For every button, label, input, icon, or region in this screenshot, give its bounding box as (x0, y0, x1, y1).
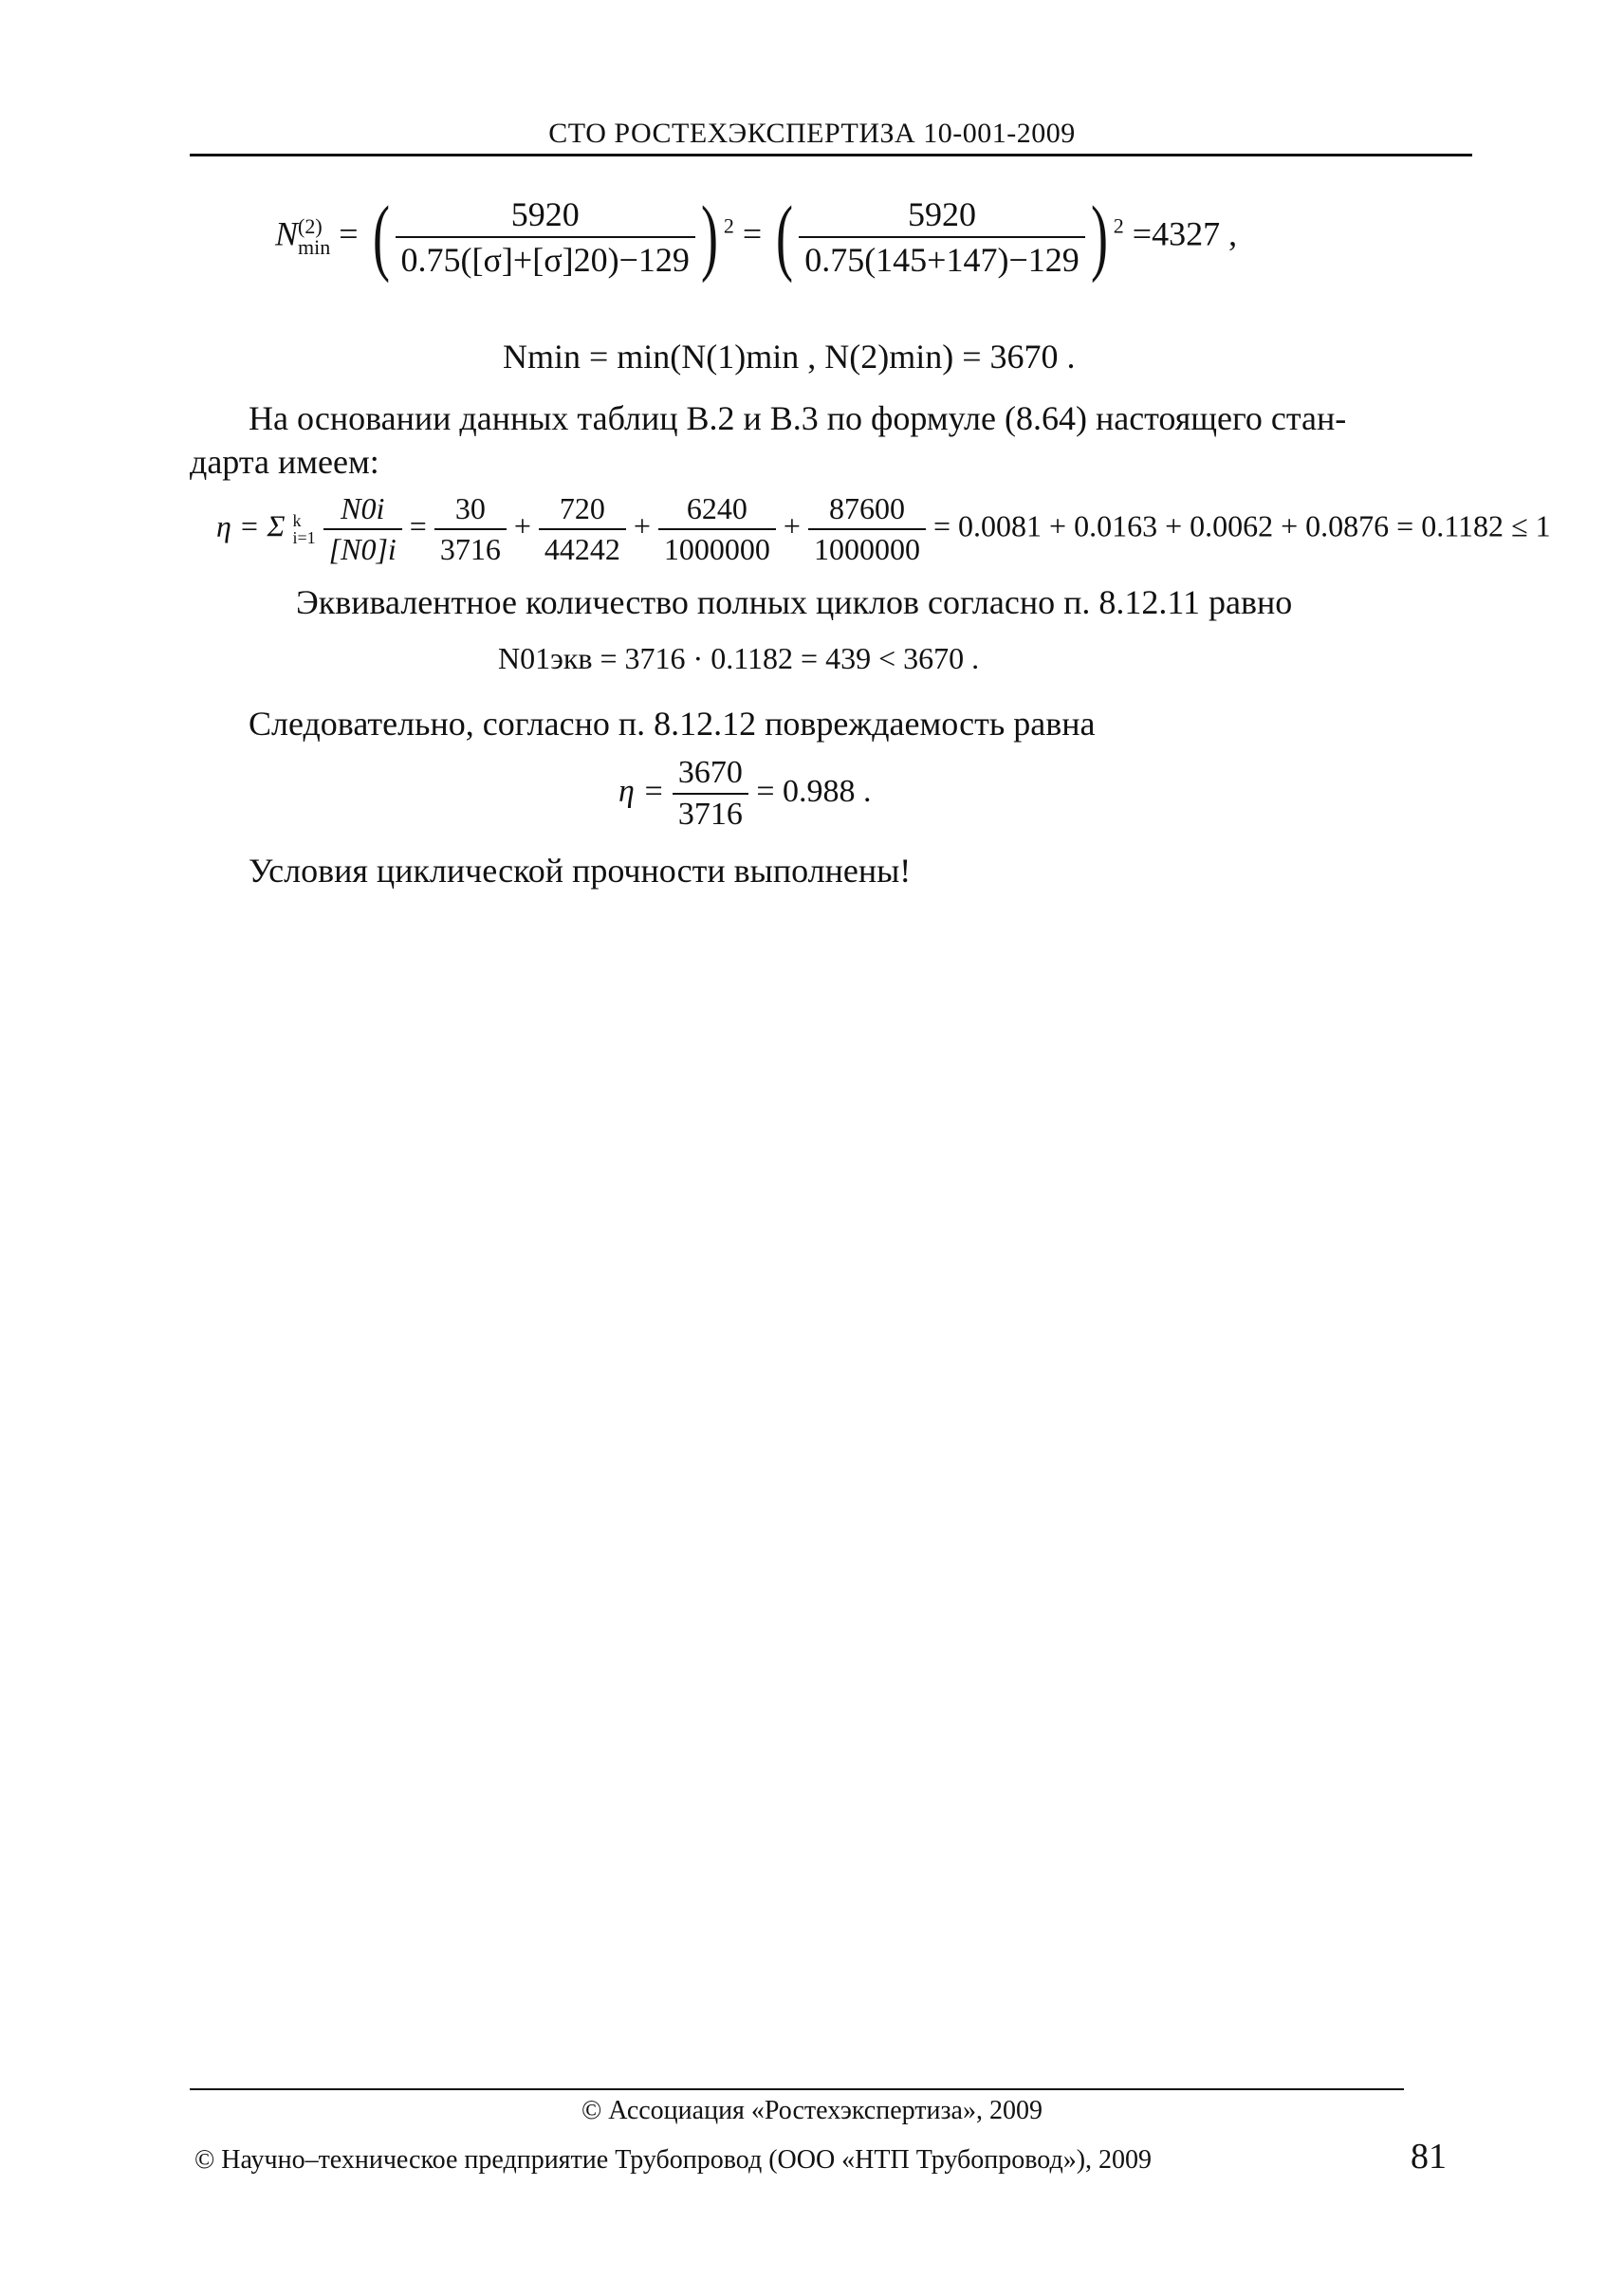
paragraph-conclusion: Условия циклической прочности выполнены! (249, 852, 912, 890)
page-number: 81 (1411, 2137, 1447, 2177)
footer-association: © Ассоциация «Ростехэкспертиза», 2009 (581, 2096, 1043, 2125)
footer-enterprise: © Научно–техническое предприятие Трубопровод (ООО «НТП Трубопровод»), 2009 (194, 2145, 1153, 2175)
formula-eta-prefix: η = Σ (216, 508, 286, 543)
formula-eta-final-fraction: $\frac{3670}{3716}$ (673, 755, 748, 833)
paragraph-damage: Следовательно, согласно п. 8.12.12 повреждаемость равна (249, 705, 1096, 743)
formula-nmin2-symbol: N (275, 214, 299, 253)
formula-eta-fraction-3: $\frac{6240}{1000000}$ (658, 491, 776, 567)
formula-nmin2: N (2) min = ( $\frac{5920}{0.75([\sigma]+[\sigma]20)-129}$ ) $^2$ = ( $\frac{5920}{0.75(145+147)-129}$ ) $^2$ =4327 , (275, 190, 1238, 284)
formula-nmin2-fraction-1: $\frac{5920}{0.75([\sigma]+[\sigma]20)-129}$ (396, 194, 695, 280)
formula-eta-result: = 0.0081 + 0.0163 + 0.0062 + 0.0876 = 0.1182 ≤ 1 (932, 508, 1551, 543)
paragraph-tables-basis-line1: На основании данных таблиц В.2 и В.3 по формуле (8.64) настоящего стан- (249, 399, 1347, 437)
paragraph-tables-basis-line2: дарта имеем: (190, 443, 379, 481)
formula-eta-final: η = $\frac{3670}{3716}$ = 0.988 . (618, 755, 872, 832)
formula-nmin2-sub: min (298, 235, 331, 259)
formula-nmin2-fraction-2: $\frac{5920}{0.75(145+147)-129}$ (799, 194, 1085, 280)
page-header-title: СТО РОСТЕХЭКСПЕРТИЗА 10-001-2009 (548, 118, 1076, 149)
formula-nmin2-result: =4327 , (1132, 214, 1238, 253)
footer-rule (190, 2088, 1404, 2090)
formula-eta-fraction-4: $\frac{87600}{1000000}$ (808, 491, 926, 567)
paragraph-equivalent-cycles: Эквивалентное количество полных циклов согласно п. 8.12.11 равно (296, 583, 1293, 621)
formula-eta-fraction-2: $\frac{720}{44242}$ (539, 491, 626, 567)
formula-eta-fraction-1: $\frac{30}{3716}$ (434, 491, 507, 567)
formula-eta-sum: η = Σ k i=1 $\frac{N0i}{[N0]i}$ = $\frac{30}{3716}$ + $\frac{720}{44242}$ + $\frac{6240}{1000000}$ + $\frac{87600}{1000000}$ = 0.0081 + 0.0163 + 0.0062 + 0.0876 = 0.1182 ≤ 1 (216, 491, 1551, 566)
formula-eta-final-result: = 0.988 . (756, 773, 872, 809)
formula-eta-term: $\frac{N0i}{[N0]i}$ (323, 491, 402, 567)
formula-nmin: Nmin = min(N(1)min , N(2)min) = 3670 . (503, 338, 1076, 376)
formula-nmin2-sup: (2) (298, 214, 323, 238)
header-rule (190, 154, 1472, 156)
formula-n01-equivalent: N01экв = 3716 · 0.1182 = 439 < 3670 . (498, 641, 980, 675)
